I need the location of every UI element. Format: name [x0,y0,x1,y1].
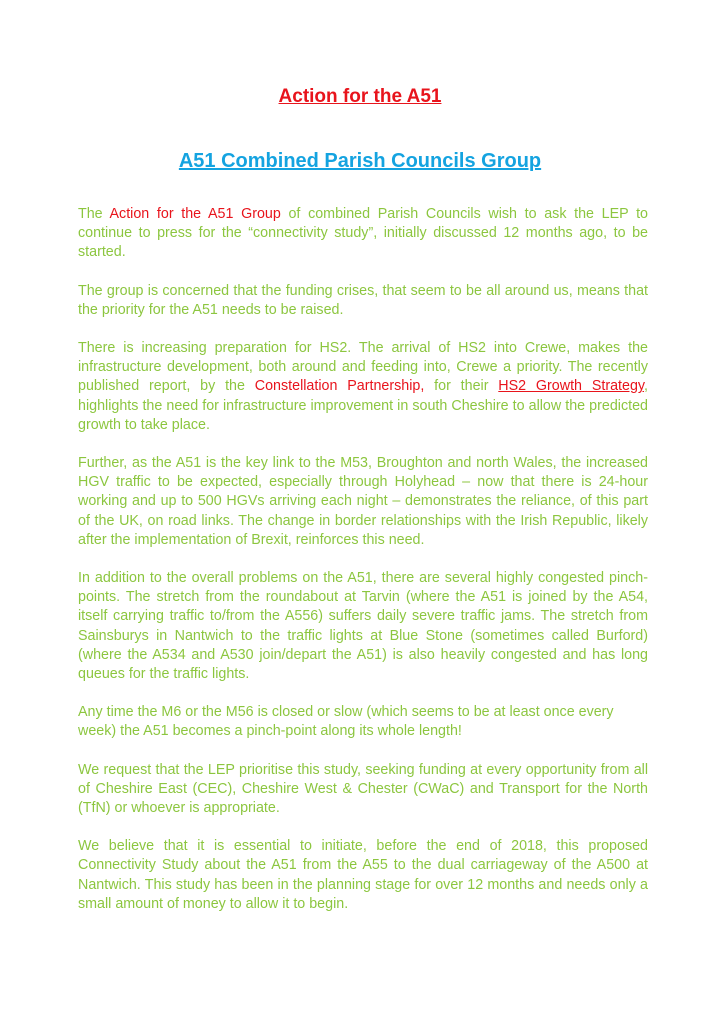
paragraph-request: We request that the LEP prioritise this study, seeking funding at every opportunity from all of Cheshire East (CEC), Cheshire West & Chester (CWaC) and Transport for the North (TfN) or whoever is appropriate. [78,761,648,817]
paragraph-hs2 [78,339,648,435]
paragraph-hs2-text-e: , highlights the need for infrastructure improvement in south Cheshire to allow the predicted growth to take place. [78,378,648,433]
paragraph-pinch-points: In addition to the overall problems on the A51, there are several highly congested pinch-points. The stretch from the roundabout at Tarvin (where the A51 is joined by the A54, itself carrying traffic to/from the A556) suffers daily severe traffic jams. The stretch from Sainsburys in Nantwich to the traffic lights at Blue Stone (sometimes called Burford) (where the A534 and A530 join/depart the A51) is also heavily congested and has long queues for the traffic lights. [78,570,648,683]
group-name-highlight: Action for the A51 Group [109,206,281,222]
paragraph-hgv-traffic: Further, as the A51 is the key link to the M53, Broughton and north Wales, the increased HGV traffic to be expected, especially through Holyhead – now that there is 24-hour working and up to 500 HGVs arriving each night – demonstrates the reliance, of this part of the UK, on road links. The change in border relationships with the Irish Republic, likely after the implementation of Brexit, reinforces this need. [78,455,648,548]
paragraph-intro [78,205,648,263]
paragraph-hs2-text-a: There is increasing preparation for HS2. The arrival of HS2 into Crewe, makes the infrastructure development, both around and feeding into, Crewe a priority. The recently published report, by the [78,340,648,395]
hs2-growth-strategy-link[interactable]: HS2 Growth Strategy [498,378,645,395]
document-subtitle: A51 Combined Parish Councils Group [178,150,542,172]
paragraph-intro-text-a: The [78,206,110,222]
paragraph-funding: The group is concerned that the funding crises, that seem to be all around us, means that the priority for the A51 needs to be raised. [78,282,648,318]
constellation-partnership-highlight: Constellation Partnership, [254,378,425,395]
document-title: Action for the A51 [278,86,442,107]
paragraph-intro-text-c: of combined Parish Councils wish to ask the LEP to continue to press for the “connectivity study”, initially discussed 12 months ago, to be started. [78,206,648,261]
paragraph-conclusion: We believe that it is essential to initiate, before the end of 2018, this proposed Connectivity Study about the A51 from the A55 to the dual carriageway of the A500 at Nantwich. This study has been in the planning stage for over 12 months and needs only a small amount of money to allow it to begin. [78,838,648,912]
paragraph-m6-m56: Any time the M6 or the M56 is closed or slow (which seems to be at least once every week) the A51 becomes a pinch-point along its whole length! [78,704,614,740]
paragraph-hs2-text-c: for their [424,378,499,395]
document-body [78,205,648,933]
